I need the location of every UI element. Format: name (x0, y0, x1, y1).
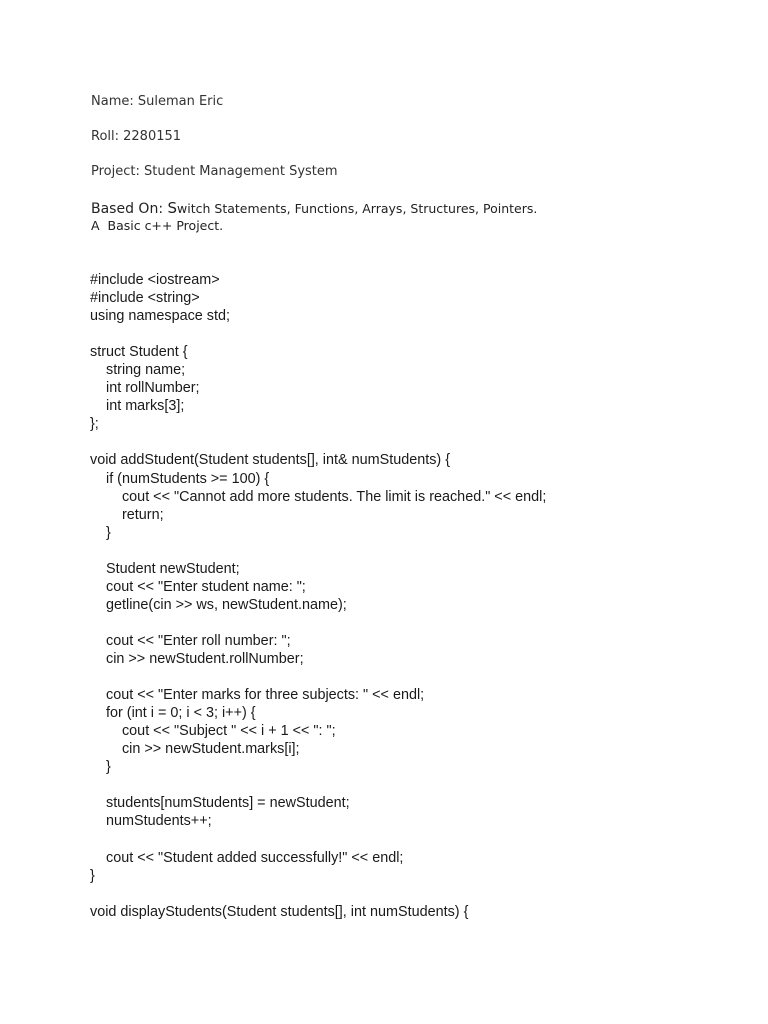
code-line (90, 830, 750, 848)
code-line: void addStudent(Student students[], int& numStudents) { (90, 452, 450, 469)
code-line: cout << "Cannot add more students. The limit is reached." << endl; (90, 488, 547, 505)
code-listing (90, 271, 750, 921)
code-line: cout << "Enter student name: "; (90, 578, 306, 595)
code-line: string name; (90, 362, 186, 379)
code-line: numStudents++; (90, 813, 212, 830)
code-line: void displayStudents(Student students[], int numStudents) { (90, 903, 469, 920)
code-line: } (90, 524, 111, 541)
code-line: }; (90, 416, 99, 433)
code-line: cout << "Enter marks for three subjects: " << endl; (90, 687, 425, 704)
code-line (90, 542, 750, 560)
code-line: return; (90, 506, 164, 523)
project-subtitle: A Basic c++ Project. (91, 218, 224, 233)
code-line: using namespace std; (90, 308, 230, 325)
code-line (90, 325, 750, 343)
code-line (90, 614, 750, 632)
based-on-topics: witch Statements, Functions, Arrays, Structures, Pointers. (177, 201, 538, 216)
code-line: struct Student { (90, 344, 188, 361)
code-line: cout << "Student added successfully!" << endl; (90, 849, 404, 866)
code-line: cin >> newStudent.marks[i]; (90, 741, 300, 758)
based-on-lead: Based On: (91, 201, 168, 217)
code-line: int marks[3]; (90, 398, 185, 415)
student-name: Name: Suleman Eric (91, 94, 224, 109)
based-on-line (91, 198, 537, 217)
code-line: #include <string> (90, 290, 200, 307)
code-line: } (90, 759, 111, 776)
code-line: Student newStudent; (90, 560, 240, 577)
code-line: int rollNumber; (90, 380, 200, 397)
code-line: students[numStudents] = newStudent; (90, 795, 350, 812)
code-line: if (numStudents >= 100) { (90, 470, 270, 487)
project-title: Project: Student Management System (91, 164, 338, 179)
code-line: cin >> newStudent.rollNumber; (90, 650, 304, 667)
code-line: cout << "Subject " << i + 1 << ": "; (90, 723, 336, 740)
code-line: getline(cin >> ws, newStudent.name); (90, 596, 347, 613)
code-line (90, 433, 750, 451)
code-line: cout << "Enter roll number: "; (90, 632, 291, 649)
code-line (90, 668, 750, 686)
roll-number: Roll: 2280151 (91, 129, 182, 144)
code-line: } (90, 867, 95, 884)
code-line: #include <iostream> (90, 272, 220, 288)
code-line: for (int i = 0; i < 3; i++) { (90, 705, 256, 722)
code-line (90, 885, 750, 903)
code-line (90, 776, 750, 794)
based-on-initial: S (167, 199, 178, 217)
